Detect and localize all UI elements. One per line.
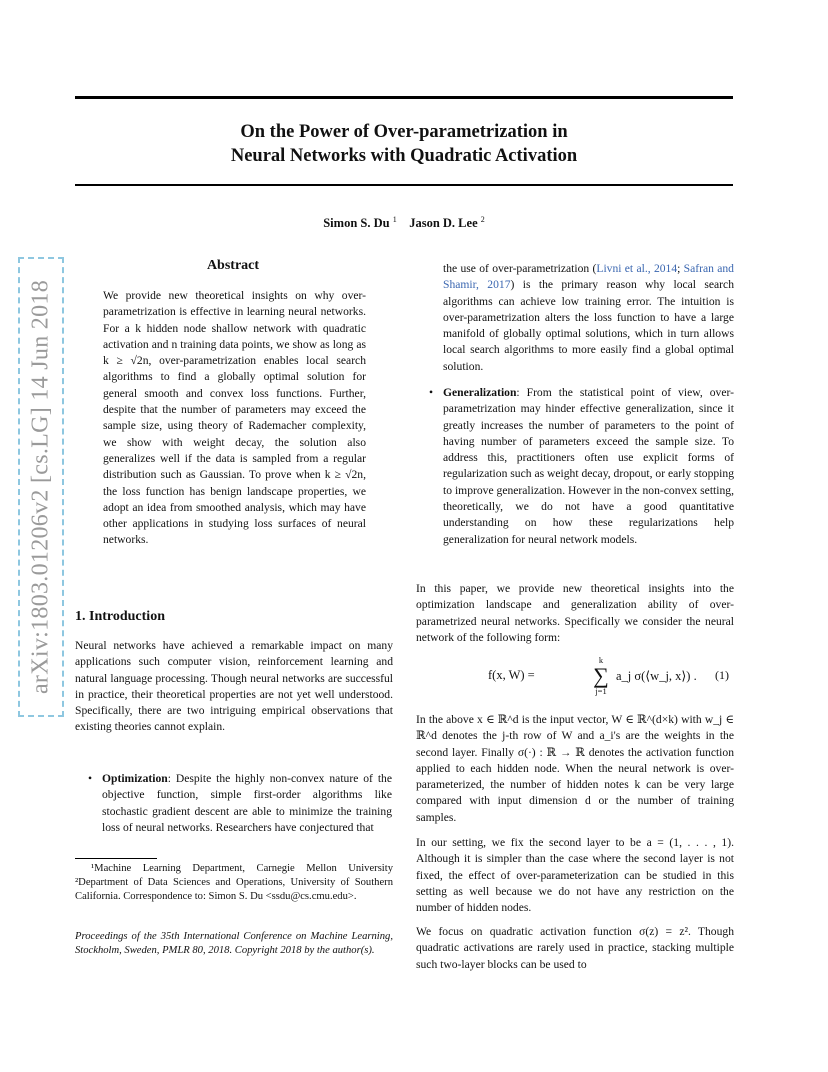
bullet-optimization-text: : Despite the highly non-convex nature of the objective function, simple first-order algorithms like stochastic gradient descent are able to minimize the training loss of neural networks. Researchers have conjectured that: [102, 772, 392, 834]
author-1: Simon S. Du: [323, 216, 390, 231]
bullet-dot: •: [429, 386, 434, 399]
bullet-generalization-label: Generalization: [443, 386, 517, 399]
sum-lower-limit: j=1: [595, 686, 607, 696]
abstract-body: [103, 288, 366, 549]
paragraph-overview-text: In this paper, we provide new theoretical insights into the optimization landscape and generalization ability of over-parametrized neural networks. Specifically we consider the neural network of the following form:: [416, 582, 734, 644]
paragraph-overview: [416, 581, 734, 646]
bullet-generalization: [429, 385, 734, 548]
footnote-rule: [75, 858, 157, 859]
bullet-optimization: [88, 771, 392, 836]
abstract-text: We provide new theoretical insights on why over-parametrization is effective in learning neural networks. For a k hidden node shallow network with quadratic activation and n training data points, we show as long as k ≥ √2n, over-parametrization enables local search algorithms to find a globally optimal solution for general smooth and convex loss functions. Further, despite that the number of parameters may exceed the sample size, using theory of Rademacher complexity, we show with weight decay, the solution also generalizes well if the data is sampled from a regular distribution such as Gaussian. To prove when k ≥ √2n, the loss function has benign landscape properties, we adopt an idea from smoothed analysis, which may have other applications in studying loss surfaces of neural networks.: [103, 289, 366, 547]
equation-rhs: a_j σ(⟨w_j, x⟩) .: [616, 669, 697, 683]
author-1-mark: 1: [392, 215, 397, 224]
paragraph-notation-text: In the above x ∈ ℝ^d is the input vector, W ∈ ℝ^(d×k) with w_j ∈ ℝ^d denotes the j-th row of W and a_i's are the weights in the second layer. Finally σ(·) : ℝ → ℝ denotes the activation function applied to each hidden node. When the neural network is over-parameterized, the number of hidden notes k can be very large compared with input dimension d or the number of training samples.: [416, 713, 734, 824]
abstract-heading: Abstract: [206, 258, 260, 273]
equation-lhs: f(x, W) =: [488, 668, 535, 682]
citation-safran[interactable]: Safran and Shamir, 2017: [443, 262, 734, 292]
footnote-affiliations-text: ¹Machine Learning Department, Carnegie Mellon University ²Department of Data Sciences and Operations, University of Southern California. Correspondence to: Simon S. Du <ssdu@cs.cmu.edu>.: [75, 863, 393, 903]
title-line-2: Neural Networks with Quadratic Activation: [230, 146, 578, 166]
paragraph-quadratic: [416, 924, 734, 973]
author-2-mark: 2: [480, 215, 485, 224]
bullet-optimization-continued: [443, 261, 734, 375]
bullet-generalization-text: : From the statistical point of view, over-parametrization may hinder effective generalization, since it greatly increases the number of parameters to the point of having number of parameters exceed the sample size. To address this, practitioners often use explicit forms of regularization such as weight decay, dropout, or early stopping to improve generalization. However in the non-convex setting, theoretically, we do not have a good quantitative understanding on how these regularizations help generalization for neural network models.: [443, 386, 734, 546]
equation-1: [488, 656, 738, 700]
bullet-dot: •: [88, 772, 93, 785]
paragraph-setting-text: In our setting, we fix the second layer to be a = (1, . . . , 1). Although it is simpler than the case where the second layer is not fixed, the effect of over-parameterization can be studied in this setting as well because we do not have any restriction on the number of hidden nodes.: [416, 836, 734, 915]
title-line-1: On the Power of Over-parametrization in: [240, 122, 568, 142]
introduction-heading: 1. Introduction: [75, 609, 165, 624]
bullet-cont-c: ) is the primary reason why local search algorithms can achieve low training error. The intuition is over-parametrization alters the loss function to have a large manifold of globally optimal solutions, which in turn allows local search algorithms to more easily find a global optimal solution.: [443, 278, 734, 373]
paper-title: [75, 120, 733, 168]
equation-number: (1): [715, 668, 729, 682]
bullet-cont-a: the use of over-parametrization (: [443, 262, 597, 275]
citation-livni[interactable]: Livni et al., 2014: [596, 262, 678, 275]
footnote-proceedings-text: Proceedings of the 35th International Conference on Machine Learning, Stockholm, Sweden, PMLR 80, 2018. Copyright 2018 by the author(s).: [75, 931, 393, 957]
paragraph-notation: [416, 712, 734, 826]
sigma-glyph: ∑: [593, 663, 609, 688]
footnote-affiliations: [75, 862, 393, 905]
paragraph-quadratic-text: We focus on quadratic activation function σ(z) = z². Though quadratic activations are rarely used in practice, stacking multiple such two-layer blocks can be used to: [416, 925, 734, 971]
bullet-optimization-label: Optimization: [102, 772, 168, 785]
arxiv-identifier[interactable]: arXiv:1803.01206v2 [cs.LG] 14 Jun 2018: [27, 279, 54, 695]
title-top-rule: [75, 96, 733, 99]
footnote-proceedings: [75, 930, 393, 958]
authors: [75, 215, 733, 231]
paragraph-setting: [416, 835, 734, 916]
title-bottom-rule: [75, 184, 733, 186]
sum-upper-limit: k: [598, 655, 604, 665]
author-2: Jason D. Lee: [409, 216, 478, 231]
bullet-cont-b: ;: [677, 262, 684, 275]
introduction-body: [75, 638, 393, 736]
summation-sign: [586, 656, 616, 696]
introduction-text: Neural networks have achieved a remarkable impact on many applications such computer vision, reinforcement learning and natural language processing. Though neural networks are successful in practice, their theoretical properties are not yet well understood. Specifically, there are two intriguing empirical observations that existing theories cannot explain.: [75, 639, 393, 734]
